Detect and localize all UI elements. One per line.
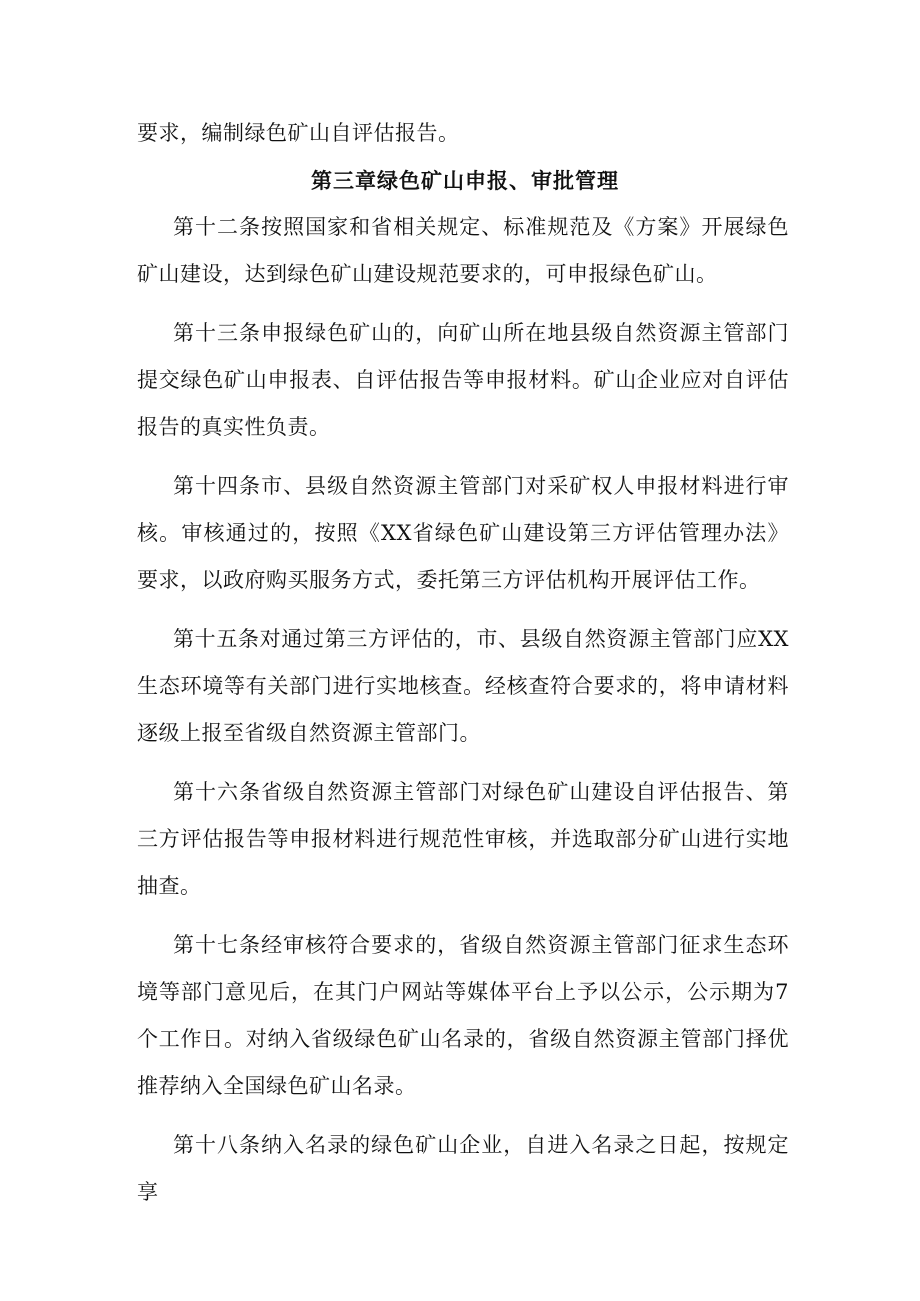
article-13: 第十三条申报绿色矿山的，向矿山所在地县级自然资源主管部门提交绿色矿山申报表、自评估报告等申报材料。矿山企业应对自评估报告的真实性负责。: [137, 321, 789, 439]
article-17: 第十七条经审核符合要求的，省级自然资源主管部门征求生态环境等部门意见后，在其门户网站等媒体平台上予以公示，公示期为7个工作日。对纳入省级绿色矿山名录的，省级自然资源主管部门择优推荐纳入全国绿色矿山名录。: [137, 933, 789, 1098]
document-body: [137, 110, 789, 1216]
article-15: 第十五条对通过第三方评估的，市、县级自然资源主管部门应XX生态环境等有关部门进行实地核查。经核查符合要求的，将申请材料逐级上报至省级自然资源主管部门。: [137, 627, 789, 745]
article-18: 第十八条纳入名录的绿色矿山企业，自进入名录之日起，按规定享: [137, 1133, 789, 1204]
article-12: 第十二条按照国家和省相关规定、标准规范及《方案》开展绿色矿山建设，达到绿色矿山建设规范要求的，可申报绿色矿山。: [137, 215, 789, 286]
continuation-paragraph: 要求，编制绿色矿山自评估报告。: [137, 121, 460, 145]
article-14: 第十四条市、县级自然资源主管部门对采矿权人申报材料进行审核。审核通过的，按照《XX省绿色矿山建设第三方评估管理办法》要求，以政府购买服务方式，委托第三方评估机构开展评估工作。: [137, 474, 789, 592]
article-16: 第十六条省级自然资源主管部门对绿色矿山建设自评估报告、第三方评估报告等申报材料进行规范性审核，并选取部分矿山进行实地抽查。: [137, 780, 789, 898]
chapter-title: 第三章绿色矿山申报、审批管理: [311, 168, 619, 193]
